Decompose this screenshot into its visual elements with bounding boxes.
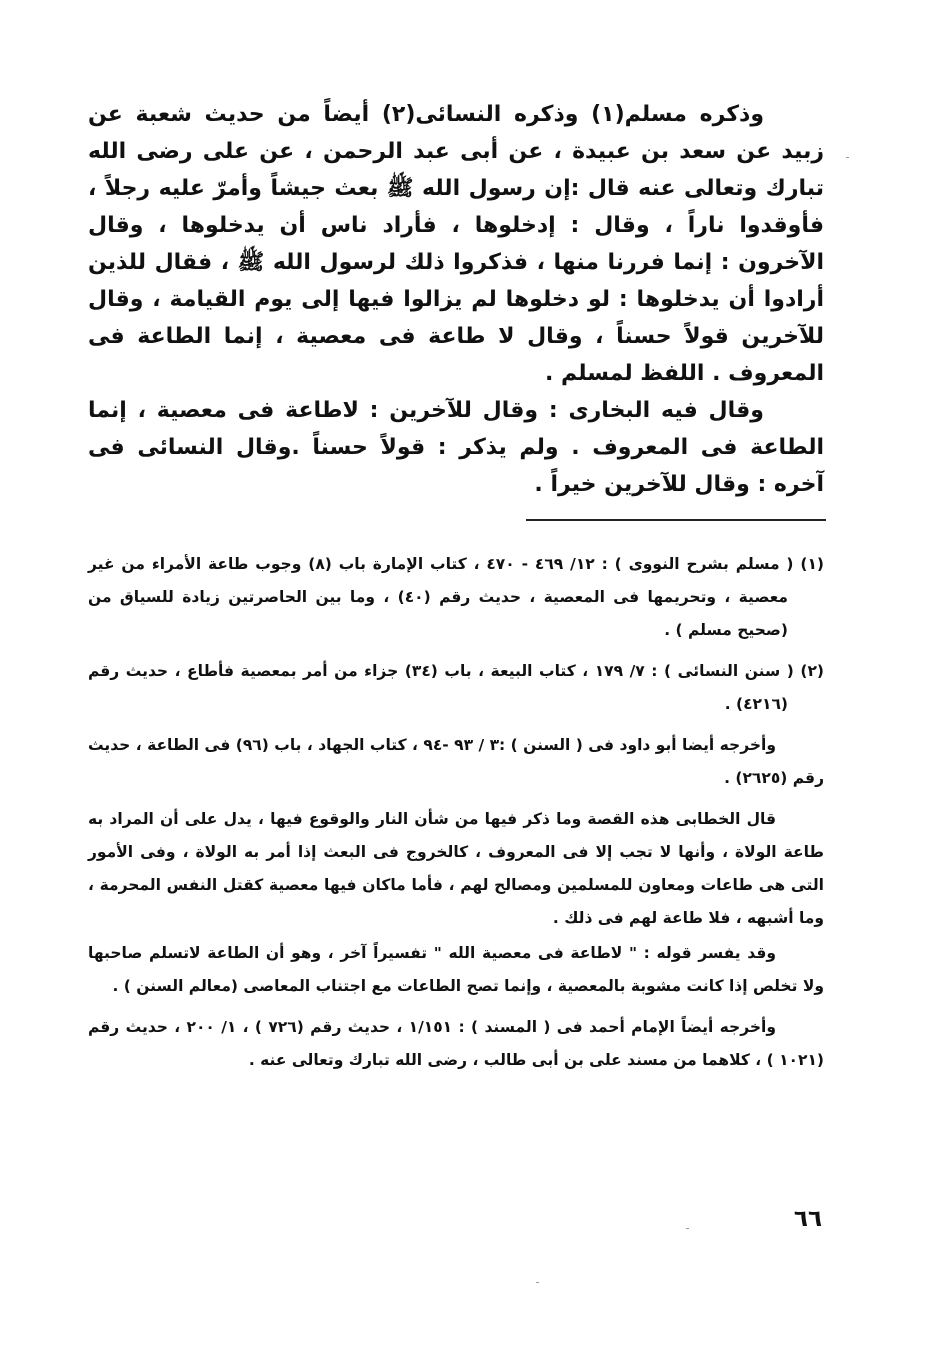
footnote-ahmad: وأخرجه أيضاً الإمام أحمد فى ( المسند ) : ١/١٥١ ، حديث رقم (٧٢٦ ) ، ١/ ٢٠٠ ، حديث رقم (١٠٢١ ) ، كلاهما من مسند على بن أبى طالب ، رضى الله تبارك وتعالى عنه . <box>88 1018 824 1069</box>
footnotes <box>88 548 824 1085</box>
page-number: ٦٦ <box>793 1206 822 1232</box>
footnote-abu-dawud: وأخرجه أيضا أبو داود فى ( السنن ) :٣ / ٩٣ -٩٤ ، كتاب الجهاد ، باب (٩٦) فى الطاعة ، حديث رقم (٢٦٢٥) . <box>88 736 824 787</box>
main-paragraph-1: وذكره مسلم(١) وذكره النسائى(٢) أيضاً من حديث شعبة عن زبيد عن سعد بن عبيدة ، عن أبى عبد الرحمن ، عن على رضى الله تبارك وتعالى عنه قال :إن رسول الله ﷺ بعث جيشاً وأمرّ عليه رجلاً ، فأوقدوا ناراً ، وقال : إدخلوها ، فأراد ناس أن يدخلوها ، وقال الآخرون : إنما فررنا منها ، فذكروا ذلك لرسول الله ﷺ ، فقال للذين أرادوا أن يدخلوها : لو دخلوها لم يزالوا فيها إلى يوم القيامة ، وقال للآخرين قولاً حسناً ، وقال لا طاعة فى معصية ، إنما الطاعة فى المعروف . اللفظ لمسلم . <box>88 102 824 386</box>
main-text <box>88 96 824 503</box>
scan-speck <box>536 1282 539 1283</box>
footnote-tafsir: وقد يفسر قوله : " لاطاعة فى معصية الله " تفسيراً آخر ، وهو أن الطاعة لاتسلم صاحبها ولا تخلص إذا كانت مشوبة بالمعصية ، وإنما تصح الطاعات مع اجتناب المعاصى (معالم السنن ) . <box>88 944 824 995</box>
footnote-khattabi: قال الخطابى هذه القصة وما ذكر فيها من شأن النار والوقوع فيها ، يدل على أن المراد به طاعة الولاة ، وأنها لا تجب إلا فى المعروف ، كالخروج فى البعث إذا أمر به الولاة ، وفى الأمور التى هى طاعات ومعاون للمسلمين ومصالح لهم ، فأما ماكان فيها معصية كقتل النفس المحرمة ، وما أشبهه ، فلا طاعة لهم فى ذلك . <box>88 810 824 927</box>
scan-speck <box>846 157 849 158</box>
main-paragraph-2: وقال فيه البخارى : وقال للآخرين : لاطاعة فى معصية ، إنما الطاعة فى المعروف . ولم يذكر : قولاً حسناً .وقال النسائى فى آخره : وقال للآخرين خيراً . <box>88 398 824 497</box>
scan-speck <box>686 1228 689 1229</box>
footnote-separator <box>526 519 826 521</box>
footnote-2: (٢) ( سنن النسائى ) : ٧/ ١٧٩ ، كتاب البيعة ، باب (٣٤) جزاء من أمر بمعصية فأطاع ، حديث رقم (٤٢١٦) . <box>88 662 825 713</box>
footnote-1: (١) ( مسلم بشرح النووى ) : ١٢/ ٤٦٩ - ٤٧٠ ، كتاب الإمارة باب (٨) وجوب طاعة الأمراء من غير معصية ، وتحريمها فى المعصية ، حديث رقم (٤٠) ، وما بين الحاصرتين زيادة للسياق من (صحيح مسلم ) . <box>88 555 825 639</box>
